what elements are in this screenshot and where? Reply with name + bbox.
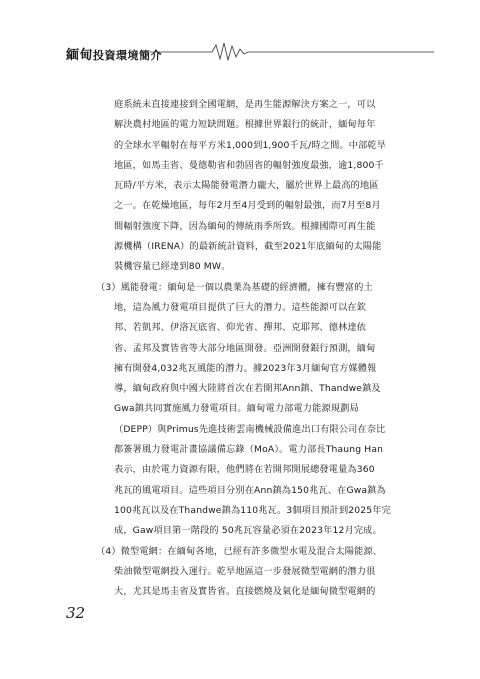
text-line: 柴油微型電網投入運行。乾旱地區這一步發展微型電網的潛力很	[114, 565, 376, 577]
text-line: 兆瓦的風電項目。這些項目分別在Ann鎮為150兆瓦、在Gwa鎮為	[114, 484, 386, 496]
text-line: 源機構（IRENA）的最新統計資料，截至2021年底緬甸的太陽能	[114, 241, 382, 253]
text-line: 之一。在乾燥地區，每年2月至4月受到的輻射最強，而7月至8月	[114, 200, 381, 212]
text-line: 省、孟邦及實皆省等大部分地區開發。亞洲開發銀行預測，緬甸	[114, 342, 376, 354]
header-title-sub: 投資環境簡介	[93, 49, 163, 62]
text-line: 成，Gaw項目第一階段的 50兆瓦容量必須在2023年12月完成。	[114, 525, 382, 537]
text-line: 庭系統未直接連接到全國電網，是再生能源解決方案之一，可以	[114, 99, 376, 110]
text-line: 擁有開發4,032兆瓦風能的潛力。據2023年3月緬甸官方媒體報	[114, 362, 377, 374]
page-number: 32	[66, 604, 86, 622]
text-line: 表示，由於電力資源有限，他們將在若開邦開展總發電量為360	[114, 464, 375, 476]
item-4-heading-line: （4）微型電網：在緬甸各地，已經有許多微型水電及混合太陽能源、	[96, 545, 383, 557]
text-line: 都簽署風力發電計畫協議備忘錄（MoA）。電力部長Thaung Han	[114, 444, 384, 456]
text-line: 瓦時/平方米，表示太陽能發電潛力龐大，屬於世界上最高的地區	[114, 180, 379, 192]
main-text	[96, 95, 414, 602]
text-line: 大，尤其是馬圭省及實皆省。直接燃燒及氣化是緬甸微型電網的	[114, 586, 376, 598]
text-line: 裝機容量已經達到80 MW。	[114, 261, 231, 273]
text-line: 的全球水平輻射在每平方米1,000到1,900千瓦/時之間。中部乾旱	[114, 139, 387, 151]
text-line: 解決農村地區的電力短缺問題。根據世界銀行的統計，緬甸每年	[114, 119, 376, 131]
text-line: （DEPP）與Primus先進技術雲南機械設備進出口有限公司在奈比	[114, 423, 386, 435]
header-title-main: 緬甸	[66, 48, 94, 63]
running-header	[66, 40, 434, 62]
text-line: 地區，如馬圭省、曼德勒省和勃固省的輻射強度最強，逾1,800千	[114, 159, 384, 171]
header-title	[66, 44, 162, 63]
text-line: 導，緬甸政府與中國大陸將首次在若開邦Ann鎮、Thandwe鎮及	[114, 383, 381, 395]
text-line: Gwa鎮共同實施風力發電項目。緬甸電力部電力能源規劃局	[114, 403, 359, 415]
item-3-heading-line: （3）風能發電：緬甸是一個以農業為基礎的經濟體，擁有豐富的土	[96, 281, 373, 293]
text-line: 地，這為風力發電項目提供了巨大的潛力。這些能源可以在欽	[114, 301, 367, 313]
text-line: 間輻射強度下降，因為緬甸的傳統雨季所致。根據國際可再生能	[114, 220, 376, 232]
text-line: 100兆瓦以及在Thandwe鎮為110兆瓦。3個項目預計到2025年完	[114, 504, 391, 516]
text-line: 邦、若凱邦、伊洛瓦底省、仰光省、撣邦、克耶邦、德林達依	[114, 322, 367, 334]
